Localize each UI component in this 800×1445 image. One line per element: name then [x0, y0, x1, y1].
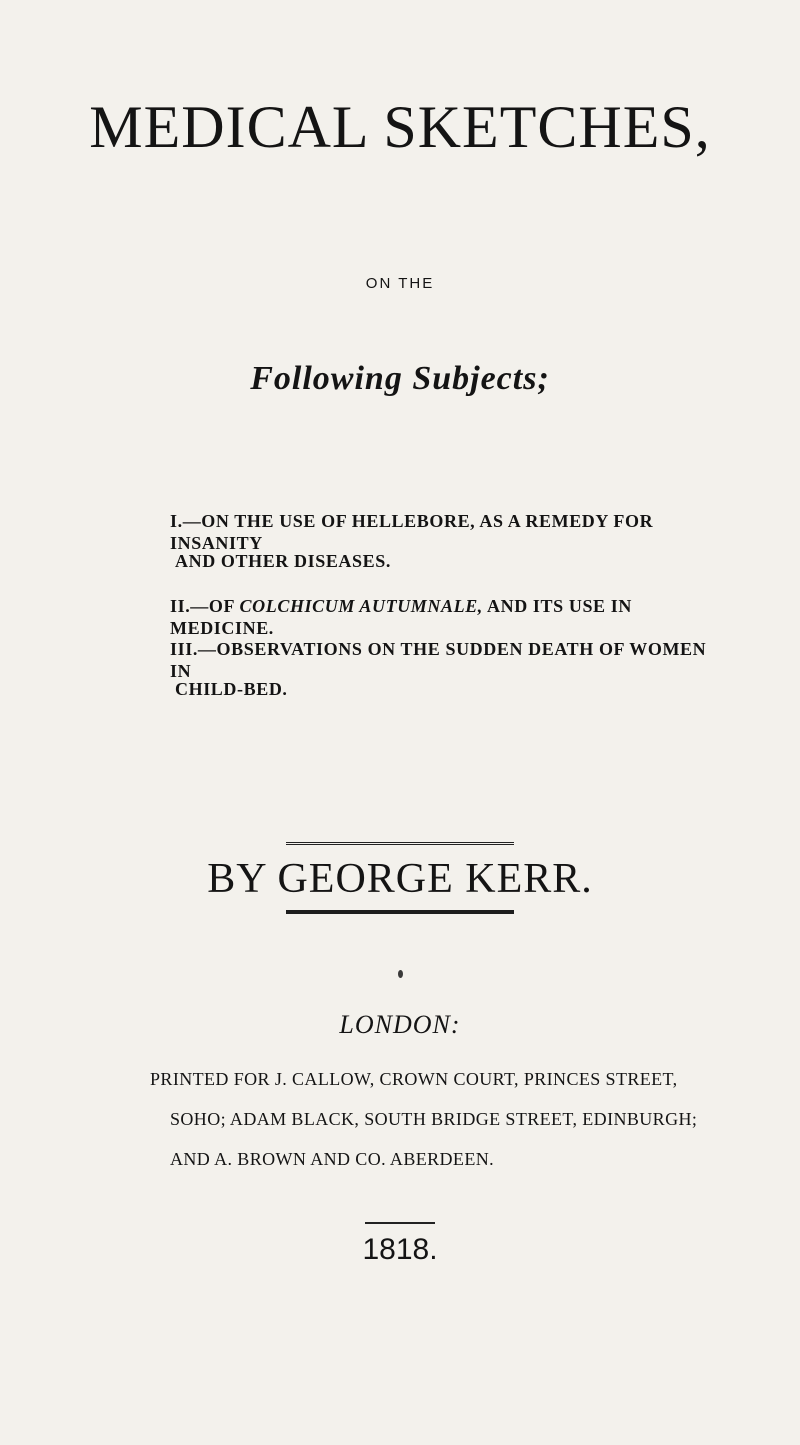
divider-rule-middle — [286, 910, 514, 914]
subtitle-following-subjects: Following Subjects; — [250, 360, 550, 397]
subject-2-suffix: AND ITS USE IN MEDICINE. — [170, 596, 632, 638]
imprint-line-1: PRINTED FOR J. CALLOW, CROWN COURT, PRINCES STREET, — [150, 1069, 678, 1089]
subject-3-line-1: III.—OBSERVATIONS ON THE SUDDEN DEATH OF WOMEN IN — [170, 639, 707, 681]
divider-rule-top — [286, 842, 514, 845]
imprint-line-3: AND A. BROWN AND CO. ABERDEEN. — [170, 1149, 495, 1169]
subject-2 — [170, 595, 730, 639]
subtitle-on-the: ON THE — [365, 275, 435, 292]
subject-3-line-2: CHILD-BED. — [175, 679, 288, 699]
subject-1-line-2: AND OTHER DISEASES. — [175, 551, 391, 571]
book-title: MEDICAL SKETCHES, — [89, 94, 711, 160]
author-line: BY GEORGE KERR. — [207, 856, 593, 902]
publication-year: 1818. — [362, 1233, 438, 1266]
subject-1-line-1: I.—ON THE USE OF HELLEBORE, AS A REMEDY FOR INSANITY — [170, 511, 654, 553]
imprint-line-2: SOHO; ADAM BLACK, SOUTH BRIDGE STREET, EDINBURGH; — [170, 1109, 698, 1129]
subject-2-prefix: II.—OF — [170, 596, 240, 616]
ornament-dot — [398, 970, 403, 978]
subject-2-italic: COLCHICUM AUTUMNALE, — [239, 596, 483, 616]
divider-rule-year — [365, 1222, 435, 1224]
imprint-place: LONDON: — [339, 1010, 461, 1039]
